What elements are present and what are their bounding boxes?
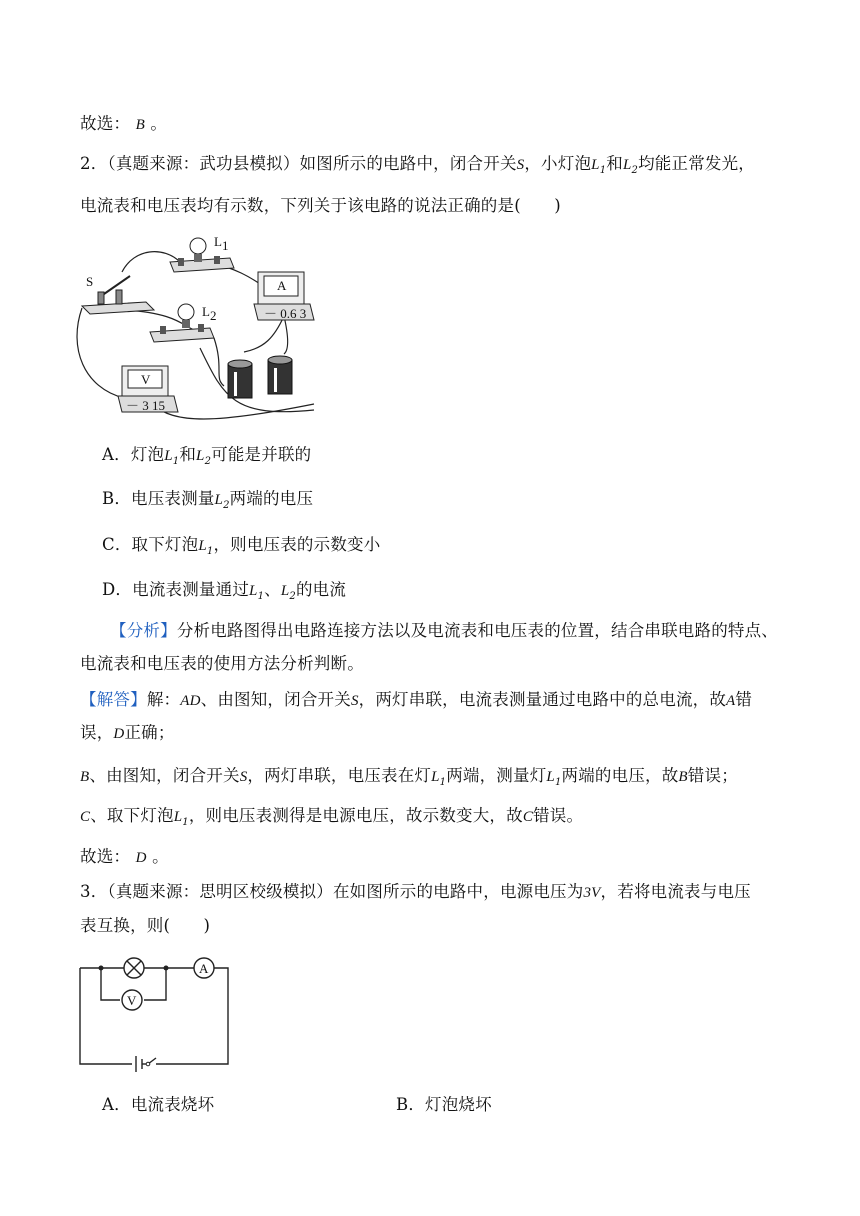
solution-text: 、取下灯泡 bbox=[90, 806, 174, 825]
question-number: 2． bbox=[80, 154, 108, 173]
lamp1-label: L bbox=[214, 234, 222, 249]
q2-option-c bbox=[102, 531, 380, 557]
switch-var: S bbox=[516, 157, 525, 173]
subscript: 2 bbox=[289, 591, 296, 602]
voltmeter-label: V bbox=[127, 993, 137, 1008]
stem-text: （真题来源：思明区校级模拟）在如图所示的电路中，电源电压为 bbox=[107, 882, 584, 901]
subscript: 2 bbox=[204, 456, 212, 467]
q3-circuit-figure bbox=[76, 954, 236, 1074]
q2-option-a bbox=[102, 441, 311, 467]
stem-text: ，小灯泡 bbox=[524, 154, 592, 173]
subscript: 2 bbox=[631, 165, 639, 176]
option-var: D bbox=[113, 726, 125, 742]
lamp-var: L bbox=[280, 583, 290, 599]
option-text: B．灯泡烧坏 bbox=[396, 1095, 492, 1114]
switch-var: S bbox=[350, 693, 359, 709]
question-number: 3． bbox=[80, 882, 108, 901]
q2-solution-line4 bbox=[80, 802, 583, 828]
solution-text: 错 bbox=[735, 690, 753, 709]
lamp2-label: L bbox=[202, 304, 210, 319]
q2-stem-line1 bbox=[80, 150, 755, 176]
voltmeter-label: V bbox=[141, 372, 151, 387]
lamp-var: L bbox=[173, 809, 183, 825]
stem-text: （真题来源：武功县模拟）如图所示的电路中，闭合开关 bbox=[107, 154, 517, 173]
voltmeter-scale: － 3 15 bbox=[126, 398, 166, 413]
solution-text: 两端的电压，故 bbox=[561, 766, 679, 785]
answer-letter: B bbox=[135, 117, 145, 133]
option-text: ，则电压表的示数变小 bbox=[213, 535, 381, 554]
battery-1 bbox=[228, 360, 252, 398]
subscript: 1 bbox=[172, 456, 180, 467]
stem-text: 表互换，则 bbox=[80, 916, 164, 935]
switch-label: S bbox=[86, 274, 94, 289]
answer-letter: D bbox=[135, 850, 147, 866]
solution-text: 正确； bbox=[124, 723, 175, 742]
option-text: 和 bbox=[179, 445, 197, 464]
q2-answer-line bbox=[80, 843, 169, 867]
ammeter bbox=[254, 272, 314, 321]
q3-stem-line2 bbox=[80, 912, 210, 936]
solution-text: ，则电压表测得是电源电压，故示数变大，故 bbox=[188, 806, 523, 825]
subscript: 1 bbox=[182, 817, 189, 828]
lamp-var: L bbox=[249, 583, 258, 599]
subscript: 1 bbox=[599, 165, 607, 176]
lamp-var: L bbox=[622, 157, 632, 173]
lamp1-sub: 1 bbox=[222, 238, 229, 253]
option-var: C bbox=[522, 809, 534, 825]
lamp2 bbox=[150, 304, 217, 342]
q2-option-d bbox=[102, 576, 346, 602]
subscript: 1 bbox=[206, 546, 214, 557]
ammeter-label: A bbox=[199, 961, 209, 976]
option-var: C bbox=[80, 809, 91, 825]
q2-solution-line3 bbox=[80, 762, 738, 788]
q2-solution-line2 bbox=[80, 719, 175, 743]
option-text: A．电流表烧坏 bbox=[102, 1095, 215, 1114]
junction-dot bbox=[99, 966, 104, 971]
solution-text: 错误； bbox=[687, 766, 738, 785]
option-var: AD bbox=[180, 693, 201, 709]
ammeter-scale: － 0.6 3 bbox=[264, 306, 307, 321]
option-text: A．灯泡 bbox=[102, 445, 165, 464]
solution-text: 、由图知，闭合开关 bbox=[200, 690, 351, 709]
lamp-symbol bbox=[124, 958, 144, 978]
answer-prefix: 故选： bbox=[80, 847, 131, 866]
solution-text: ，两灯串联，电压表在灯 bbox=[247, 766, 432, 785]
analysis-tag: 【分析】 bbox=[110, 621, 177, 640]
solution-text: ，两灯串联，电流表测量通过电路中的总电流，故 bbox=[358, 690, 727, 709]
solution-text: 两端，测量灯 bbox=[446, 766, 547, 785]
solution-text: 错误。 bbox=[533, 806, 584, 825]
solution-text: 、由图知，闭合开关 bbox=[89, 766, 240, 785]
q2-analysis-line2 bbox=[80, 650, 364, 674]
ammeter-symbol bbox=[194, 958, 214, 978]
switch bbox=[82, 274, 154, 314]
option-text: C．取下灯泡 bbox=[102, 535, 199, 554]
q3-option-a bbox=[102, 1091, 214, 1115]
answer-suffix: 。 bbox=[150, 114, 168, 133]
lamp-var: L bbox=[214, 492, 224, 508]
answer-suffix: 。 bbox=[152, 847, 169, 866]
option-var: A bbox=[726, 693, 736, 709]
analysis-text: 电流表和电压表的使用方法分析判断。 bbox=[80, 654, 364, 673]
answer-prefix: 故选： bbox=[80, 114, 131, 133]
stem-text: ，若将电流表与电压 bbox=[600, 882, 751, 901]
option-var: B bbox=[678, 769, 688, 785]
q2-circuit-figure bbox=[74, 228, 334, 424]
lamp-var: L bbox=[196, 448, 205, 464]
lamp-var: L bbox=[546, 769, 555, 785]
option-text: 、 bbox=[264, 580, 281, 599]
q3-option-b bbox=[396, 1091, 492, 1115]
answer-tag: 【解答】 bbox=[80, 690, 147, 709]
battery-2 bbox=[268, 356, 292, 394]
option-text: D．电流表测量通过 bbox=[102, 580, 250, 599]
q3-stem-line1 bbox=[80, 878, 751, 902]
switch-contact bbox=[146, 1062, 150, 1066]
solution-text: 解： bbox=[146, 690, 181, 709]
voltmeter bbox=[118, 366, 178, 413]
voltage-value: 3V bbox=[583, 885, 601, 901]
q2-analysis-line1 bbox=[110, 617, 778, 641]
subscript: 2 bbox=[223, 500, 230, 511]
lamp1 bbox=[170, 234, 234, 272]
subscript: 1 bbox=[439, 777, 447, 788]
option-text: 的电流 bbox=[295, 580, 347, 599]
subscript: 1 bbox=[257, 591, 265, 602]
lamp-var: L bbox=[431, 769, 440, 785]
q2-solution-line1 bbox=[80, 686, 752, 710]
q2-option-b bbox=[102, 485, 313, 511]
voltmeter-symbol bbox=[122, 990, 142, 1010]
junction-dot bbox=[164, 966, 169, 971]
solution-text: 误， bbox=[80, 723, 114, 742]
stem-text: 均能正常发光， bbox=[638, 154, 755, 173]
option-text: 可能是并联的 bbox=[211, 445, 312, 464]
option-var: B bbox=[80, 769, 90, 785]
option-text: B．电压表测量 bbox=[102, 489, 215, 508]
ammeter-label: A bbox=[277, 278, 287, 293]
lamp-var: L bbox=[591, 157, 600, 173]
lamp-var: L bbox=[164, 448, 173, 464]
option-text: 两端的电压 bbox=[229, 489, 314, 508]
lamp-var: L bbox=[198, 538, 207, 554]
stem-text: 电流表和电压表均有示数，下列关于该电路的说法正确的是 bbox=[80, 196, 515, 215]
analysis-text: 分析电路图得出电路连接方法以及电流表和电压表的位置，结合串联电路的特点、 bbox=[176, 621, 779, 640]
switch-var: S bbox=[239, 769, 248, 785]
q1-answer-line bbox=[80, 110, 167, 134]
q2-stem-line2 bbox=[80, 192, 561, 216]
lamp2-sub: 2 bbox=[210, 308, 217, 323]
subscript: 1 bbox=[554, 777, 562, 788]
answer-paren: ( ) bbox=[514, 196, 561, 215]
answer-paren: ( ) bbox=[163, 916, 211, 935]
stem-text: 和 bbox=[606, 154, 623, 173]
